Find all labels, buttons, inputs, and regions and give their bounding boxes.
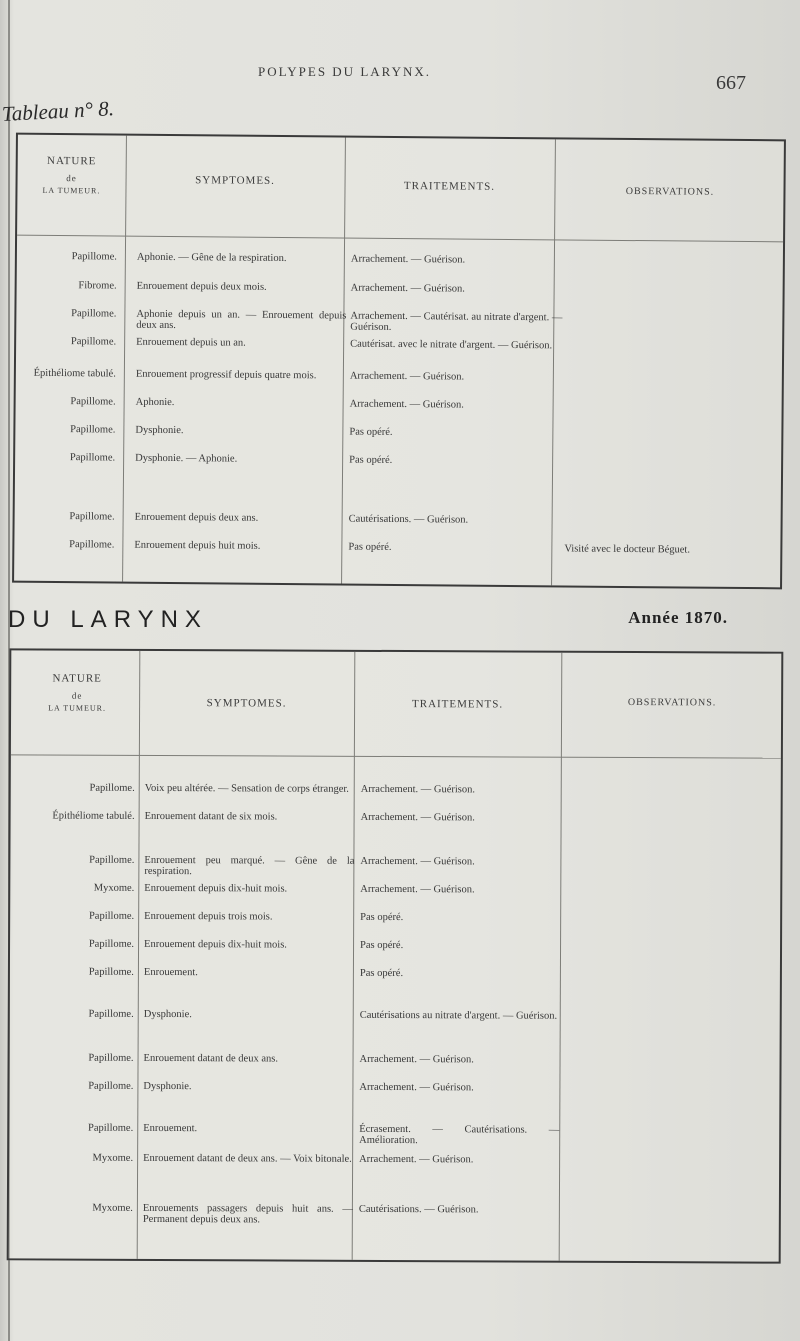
symptomes-cell: Dysphonie. — Aphonie. xyxy=(135,452,238,465)
symptomes-cell: Enrouement depuis trois mois. xyxy=(144,910,273,923)
traitements-cell: Pas opéré. xyxy=(360,911,404,924)
symptomes-cell: Enrouement. xyxy=(143,966,198,979)
symptomes-cell: Enrouement depuis un an. xyxy=(136,336,246,349)
nature-cell: Papillome. xyxy=(89,854,135,866)
traitements-cell: Cautérisations. — Guérison. xyxy=(348,513,469,526)
nature-cell: Papillome. xyxy=(70,396,116,408)
symptomes-cell: Enrouement peu marqué. — Gêne de la respiration. xyxy=(144,854,355,878)
nature-cell: Papillome. xyxy=(69,452,116,464)
tableau-label: Tableau n° 8. xyxy=(1,96,115,126)
nature-cell: Papillome. xyxy=(88,1080,134,1092)
nature-cell: Papillome. xyxy=(88,1052,134,1064)
table-row xyxy=(16,367,782,383)
symptomes-cell: Enrouement datant de deux ans. — Voix bitonale. xyxy=(143,1152,352,1165)
symptomes-cell: Aphonie. xyxy=(135,396,175,409)
observations-cell xyxy=(566,372,776,374)
table-row xyxy=(9,1080,779,1094)
table-row xyxy=(10,1052,780,1066)
table-row xyxy=(10,910,780,924)
symptomes-cell: Dysphonie. xyxy=(143,1008,192,1021)
traitements-cell: Arrachement. — Guérison. xyxy=(359,1081,474,1094)
traitements-cell: Arrachement. — Guérison. xyxy=(360,883,475,896)
nature-cell: Papillome. xyxy=(69,511,115,523)
traitements-cell: Arrachement. — Guérison. xyxy=(360,783,476,796)
nature-cell: Papillome. xyxy=(70,336,117,348)
observations-cell xyxy=(567,785,777,786)
symptomes-cell: Enrouement progressif depuis quatre mois. xyxy=(135,368,317,382)
symptomes-cell: Enrouement depuis huit mois. xyxy=(134,539,261,552)
traitements-cell: Arrachement. — Guérison. xyxy=(359,1053,474,1066)
table-row xyxy=(15,511,781,526)
table-row xyxy=(10,1008,780,1022)
table-row xyxy=(9,1152,779,1166)
symptomes-cell: Dysphonie. xyxy=(143,1080,192,1093)
observations-cell xyxy=(565,456,775,458)
traitements-cell: Arrachement. — Guérison. xyxy=(349,370,465,383)
traitements-cell: Arrachement. — Guérison. xyxy=(350,253,466,266)
nature-cell: Papillome. xyxy=(88,1008,134,1020)
observations-cell xyxy=(567,813,777,814)
nature-cell: Papillome. xyxy=(88,938,135,950)
observations-cell xyxy=(565,1205,775,1206)
table-row xyxy=(9,1122,779,1147)
traitements-cell: Cautérisat. avec le nitrate d'argent. — Guérison. xyxy=(350,338,553,352)
symptomes-cell: Enrouement depuis deux ans. xyxy=(134,511,259,524)
table-row xyxy=(17,251,783,266)
table-row xyxy=(17,280,783,295)
symptomes-cell: Enrouement. xyxy=(143,1122,198,1135)
traitements-cell: Arrachement. — Cautérisat. au nitrate d'argent. — Guérison. xyxy=(350,310,563,333)
year-label: Année 1870. xyxy=(628,608,728,627)
symptomes-cell: Aphonie. — Gêne de la respiration. xyxy=(136,251,287,265)
observations-cell xyxy=(565,1083,775,1084)
traitements-cell: Arrachement. — Guérison. xyxy=(360,855,475,868)
column-header-nature: NATURE de LA TUMEUR. xyxy=(48,672,107,713)
nature-cell: Papillome. xyxy=(88,1122,134,1134)
traitements-cell: Cautérisations au nitrate d'argent. — Guérison. xyxy=(359,1009,558,1022)
table-row xyxy=(14,539,780,556)
nature-cell: Papillome. xyxy=(88,910,135,922)
column-header-symptomes: SYMPTOMES. xyxy=(195,174,276,187)
symptomes-cell: Enrouement depuis deux mois. xyxy=(136,280,267,293)
traitements-cell: Arrachement. — Guérison. xyxy=(350,282,465,295)
page-number: 667 xyxy=(716,72,746,94)
symptomes-cell: Enrouements passagers depuis huit ans. — Permanent depuis deux ans. xyxy=(142,1202,353,1226)
traitements-cell: Pas opéré. xyxy=(359,967,404,980)
observations-cell xyxy=(566,312,776,314)
table-2 xyxy=(7,648,784,1263)
nature-cell: Papillome. xyxy=(88,966,134,978)
observations-cell xyxy=(566,969,776,970)
table-row xyxy=(10,938,780,952)
symptomes-cell: Enrouement datant de six mois. xyxy=(144,810,278,823)
traitements-cell: Arrachement. — Guérison. xyxy=(349,398,464,411)
observations-cell xyxy=(567,284,777,286)
observations-cell xyxy=(566,1011,776,1012)
column-header-observations: OBSERVATIONS. xyxy=(627,697,717,709)
table-row xyxy=(10,966,780,980)
observations-cell xyxy=(567,255,777,257)
observations-cell xyxy=(566,340,776,342)
traitements-cell: Pas opéré. xyxy=(349,454,393,466)
traitements-cell: Pas opéré. xyxy=(360,939,404,952)
symptomes-cell: Dysphonie. xyxy=(135,424,184,437)
observations-cell: Visité avec le docteur Béguet. xyxy=(564,543,691,556)
column-header-symptomes: SYMPTOMES. xyxy=(206,697,287,710)
column-header-observations: OBSERVATIONS. xyxy=(625,185,715,198)
nature-cell: Papillome. xyxy=(69,539,115,551)
table-row xyxy=(10,882,780,896)
observations-cell xyxy=(565,1125,775,1126)
traitements-cell: Pas opéré. xyxy=(348,541,392,553)
observations-cell xyxy=(565,428,775,430)
table-1 xyxy=(12,133,786,590)
symptomes-cell: Voix peu altérée. — Sensation de corps étranger. xyxy=(144,782,349,795)
nature-cell: Papillome. xyxy=(71,308,117,320)
observations-cell xyxy=(566,913,776,914)
table-row xyxy=(16,396,782,411)
symptomes-cell: Enrouement depuis dix-huit mois. xyxy=(144,938,287,951)
table-row xyxy=(9,1202,779,1226)
nature-cell: Myxome. xyxy=(92,1152,134,1164)
table-row xyxy=(11,810,781,824)
traitements-cell: Arrachement. — Guérison. xyxy=(359,1153,474,1166)
table-row xyxy=(16,336,782,352)
nature-cell: Papillome. xyxy=(70,424,116,436)
table-row xyxy=(16,308,782,333)
nature-cell: Épithéliome tabulé. xyxy=(52,810,135,822)
running-head: POLYPES DU LARYNX. xyxy=(258,64,432,79)
observations-cell xyxy=(566,885,776,886)
symptomes-cell: Aphonie depuis un an. — Enrouement depuis deux ans. xyxy=(136,308,347,332)
traitements-cell: Écrasement. — Cautérisations. — Amélioration. xyxy=(359,1123,560,1147)
observations-cell xyxy=(566,857,776,858)
table-row xyxy=(10,854,780,878)
section-title: DU LARYNX xyxy=(8,606,208,633)
traitements-cell: Pas opéré. xyxy=(349,426,393,438)
symptomes-cell: Enrouement depuis dix-huit mois. xyxy=(144,882,288,895)
table-row xyxy=(15,424,781,438)
column-header-nature: NATURE de LA TUMEUR. xyxy=(42,154,101,196)
traitements-cell: Arrachement. — Guérison. xyxy=(360,811,475,824)
table-row xyxy=(11,782,781,796)
symptomes-cell: Enrouement datant de deux ans. xyxy=(143,1052,278,1065)
observations-cell xyxy=(566,1055,776,1056)
nature-cell: Fibrome. xyxy=(78,280,117,292)
nature-cell: Épithéliome tabulé. xyxy=(33,367,116,380)
nature-cell: Myxome. xyxy=(93,882,135,894)
observations-cell xyxy=(566,400,776,402)
table-row xyxy=(15,452,781,466)
nature-cell: Papillome. xyxy=(71,251,117,263)
observations-cell xyxy=(565,515,775,517)
column-header-traitements: TRAITEMENTS. xyxy=(403,180,496,193)
nature-cell: Papillome. xyxy=(89,782,135,794)
traitements-cell: Cautérisations. — Guérison. xyxy=(358,1203,479,1216)
column-header-traitements: TRAITEMENTS. xyxy=(411,698,504,711)
nature-cell: Myxome. xyxy=(92,1202,133,1214)
observations-cell xyxy=(565,1155,775,1156)
observations-cell xyxy=(566,941,776,942)
